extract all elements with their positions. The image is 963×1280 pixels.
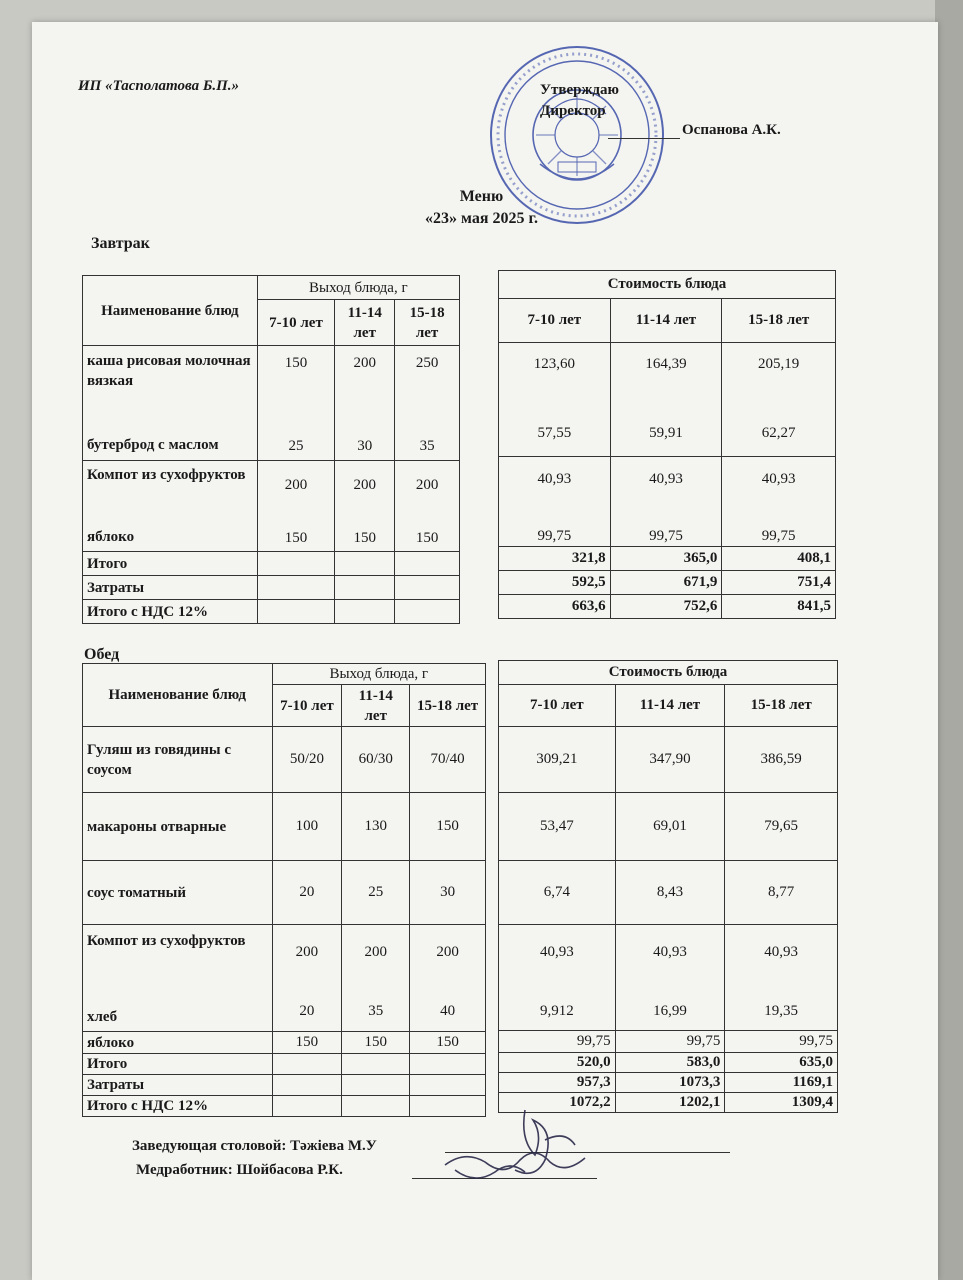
yield-value: 25 — [342, 861, 410, 925]
total-label: Итого — [83, 552, 258, 576]
signature-scribble — [425, 1100, 605, 1195]
cost-value: 16,99 — [653, 1002, 687, 1019]
total-value: 583,0 — [615, 1053, 725, 1073]
cost-value: 386,59 — [725, 727, 838, 793]
table-row — [83, 861, 486, 925]
costs-label: Затраты — [83, 576, 258, 600]
cost-value: 99,75 — [499, 1031, 616, 1053]
yield-value: 200 — [364, 944, 387, 960]
costs-row — [499, 571, 836, 595]
canteen-head: Заведующая столовой: Тәжіева М.У — [132, 1138, 377, 1154]
yield-value: 20 — [272, 861, 342, 925]
yield-value: 200 — [284, 477, 308, 493]
dish-name: соус томатный — [83, 861, 273, 925]
dish-name: яблоко — [87, 529, 135, 545]
age-7-10: 7-10 лет — [499, 299, 611, 343]
cost-value: 69,01 — [615, 793, 725, 861]
table-row — [499, 861, 838, 925]
director-label: Директор — [540, 103, 606, 119]
cost-value: 309,21 — [499, 727, 616, 793]
total-vat-label: Итого с НДС 12% — [83, 1096, 273, 1117]
total-vat-label: Итого с НДС 12% — [83, 600, 258, 624]
total-vat-value: 1072,2 — [499, 1093, 616, 1113]
yield-value: 150 — [353, 530, 376, 546]
yield-value: 60/30 — [342, 727, 410, 793]
cost-value: 99,75 — [649, 527, 683, 544]
yield-value: 150 — [410, 793, 486, 861]
yield-value: 200 — [353, 477, 376, 493]
table-row — [83, 461, 460, 552]
cost-value: 123,60 — [533, 355, 575, 372]
total-row — [499, 547, 836, 571]
yield-value: 150 — [272, 1032, 342, 1054]
dish-name: яблоко — [83, 1032, 273, 1054]
dish-name: хлеб — [87, 1009, 118, 1025]
age-11-14: 11-14 лет — [610, 299, 722, 343]
table-row — [499, 925, 838, 1031]
yield-value: 20 — [299, 1003, 315, 1019]
breakfast-cost-table — [498, 270, 836, 619]
age-7-10: 7-10 лет — [272, 685, 342, 727]
dish-name: макароны отварные — [83, 793, 273, 861]
yield-value: 50/20 — [272, 727, 342, 793]
yield-value: 40 — [440, 1003, 456, 1019]
yield-value: 200 — [353, 355, 376, 371]
total-vat-value: 1202,1 — [615, 1093, 725, 1113]
cost-value: 9,912 — [539, 1002, 574, 1019]
dish-name: бутерброд с маслом — [87, 437, 219, 453]
age-7-10: 7-10 лет — [499, 685, 616, 727]
yield-value: 100 — [272, 793, 342, 861]
organization-name: ИП «Тасполатова Б.П.» — [78, 78, 240, 94]
yield-value: 70/40 — [410, 727, 486, 793]
table-row — [499, 1031, 838, 1053]
yield-value: 150 — [410, 1032, 486, 1054]
yield-value: 200 — [415, 477, 439, 493]
costs-value: 671,9 — [610, 571, 722, 595]
table-row — [83, 925, 486, 1032]
yield-value: 200 — [436, 944, 459, 960]
costs-row — [499, 1073, 838, 1093]
costs-label: Затраты — [83, 1075, 273, 1096]
dish-name: Компот из сухофруктов — [87, 933, 246, 949]
cost-value: 205,19 — [758, 355, 800, 372]
cost-value: 99,75 — [725, 1031, 838, 1053]
table-row — [499, 727, 838, 793]
costs-value: 1169,1 — [725, 1073, 838, 1093]
age-15-18: 15-18 лет — [395, 300, 460, 346]
approve-label: Утверждаю — [540, 82, 619, 98]
breakfast-section-title: Завтрак — [91, 235, 150, 252]
age-11-14: 11-14 лет — [615, 685, 725, 727]
lunch-cost-table — [498, 660, 838, 1113]
age-15-18: 15-18 лет — [725, 685, 838, 727]
table-row — [83, 793, 486, 861]
cost-value: 8,43 — [615, 861, 725, 925]
director-signature-line — [608, 138, 680, 139]
yield-value: 25 — [288, 438, 304, 454]
cost-value: 79,65 — [725, 793, 838, 861]
cost-value: 40,93 — [764, 943, 799, 960]
cost-value: 99,75 — [761, 527, 796, 544]
age-15-18: 15-18 лет — [410, 685, 486, 727]
costs-value: 1073,3 — [615, 1073, 725, 1093]
cost-value: 347,90 — [615, 727, 725, 793]
dish-name: Компот из сухофруктов — [87, 467, 246, 483]
yield-value: 35 — [368, 1003, 384, 1019]
table-row — [499, 793, 838, 861]
total-vat-value: 663,6 — [499, 595, 611, 619]
yield-value: 150 — [284, 355, 308, 371]
costs-value: 957,3 — [499, 1073, 616, 1093]
dish-name: каша рисовая молочная вязкая — [87, 353, 251, 389]
col-cost: Стоимость блюда — [499, 271, 836, 299]
total-value: 408,1 — [722, 547, 836, 571]
medic: Медработник: Шойбасова Р.К. — [136, 1162, 343, 1178]
breakfast-yield-table — [82, 275, 460, 624]
total-value: 520,0 — [499, 1053, 616, 1073]
menu-title: Меню — [459, 188, 504, 205]
cost-value: 8,77 — [725, 861, 838, 925]
yield-value: 250 — [415, 355, 439, 371]
dish-name: Гуляш из говядины с соусом — [83, 727, 273, 793]
total-value: 365,0 — [610, 547, 722, 571]
yield-value: 150 — [342, 1032, 410, 1054]
menu-date: «23» мая 2025 г. — [425, 210, 538, 227]
table-row — [83, 346, 460, 461]
table-row — [83, 727, 486, 793]
yield-value: 30 — [410, 861, 486, 925]
total-vat-value: 752,6 — [610, 595, 722, 619]
total-vat-row — [499, 595, 836, 619]
cost-value: 57,55 — [537, 424, 572, 441]
table-row — [83, 1032, 486, 1054]
cost-value: 40,93 — [653, 943, 687, 960]
approval-block — [540, 80, 619, 122]
yield-value: 30 — [357, 438, 373, 454]
yield-value: 200 — [295, 944, 319, 960]
col-dish-name: Наименование блюд — [83, 664, 273, 727]
age-11-14: 11-14 лет — [342, 685, 410, 727]
costs-value: 592,5 — [499, 571, 611, 595]
total-vat-value: 1309,4 — [725, 1093, 838, 1113]
cost-value: 164,39 — [645, 355, 687, 372]
cost-value: 99,75 — [537, 527, 572, 544]
age-11-14: 11-14 лет — [335, 300, 395, 346]
yield-value: 150 — [415, 530, 439, 546]
col-yield: Выход блюда, г — [257, 276, 459, 300]
col-cost: Стоимость блюда — [499, 661, 838, 685]
lunch-yield-table — [82, 663, 486, 1117]
cost-value: 40,93 — [537, 470, 572, 487]
cost-value: 40,93 — [761, 470, 796, 487]
yield-value: 35 — [419, 438, 435, 454]
lunch-section-title: Обед — [84, 646, 120, 663]
yield-value: 130 — [342, 793, 410, 861]
total-value: 321,8 — [499, 547, 611, 571]
cost-value: 6,74 — [499, 861, 616, 925]
cost-value: 40,93 — [539, 943, 574, 960]
costs-value: 751,4 — [722, 571, 836, 595]
age-15-18: 15-18 лет — [722, 299, 836, 343]
total-value: 635,0 — [725, 1053, 838, 1073]
cost-value: 59,91 — [649, 424, 683, 441]
col-yield: Выход блюда, г — [272, 664, 486, 685]
cost-value: 53,47 — [499, 793, 616, 861]
age-7-10: 7-10 лет — [257, 300, 335, 346]
director-name: Оспанова А.К. — [682, 122, 781, 138]
yield-value: 150 — [284, 530, 308, 546]
total-vat-value: 841,5 — [722, 595, 836, 619]
table-row — [499, 457, 836, 547]
total-label: Итого — [83, 1054, 273, 1075]
total-row — [499, 1053, 838, 1073]
cost-value: 19,35 — [764, 1002, 799, 1019]
cost-value: 62,27 — [761, 424, 796, 441]
table-row — [499, 343, 836, 457]
cost-value: 40,93 — [649, 470, 683, 487]
cost-value: 99,75 — [615, 1031, 725, 1053]
col-dish-name: Наименование блюд — [83, 276, 258, 346]
